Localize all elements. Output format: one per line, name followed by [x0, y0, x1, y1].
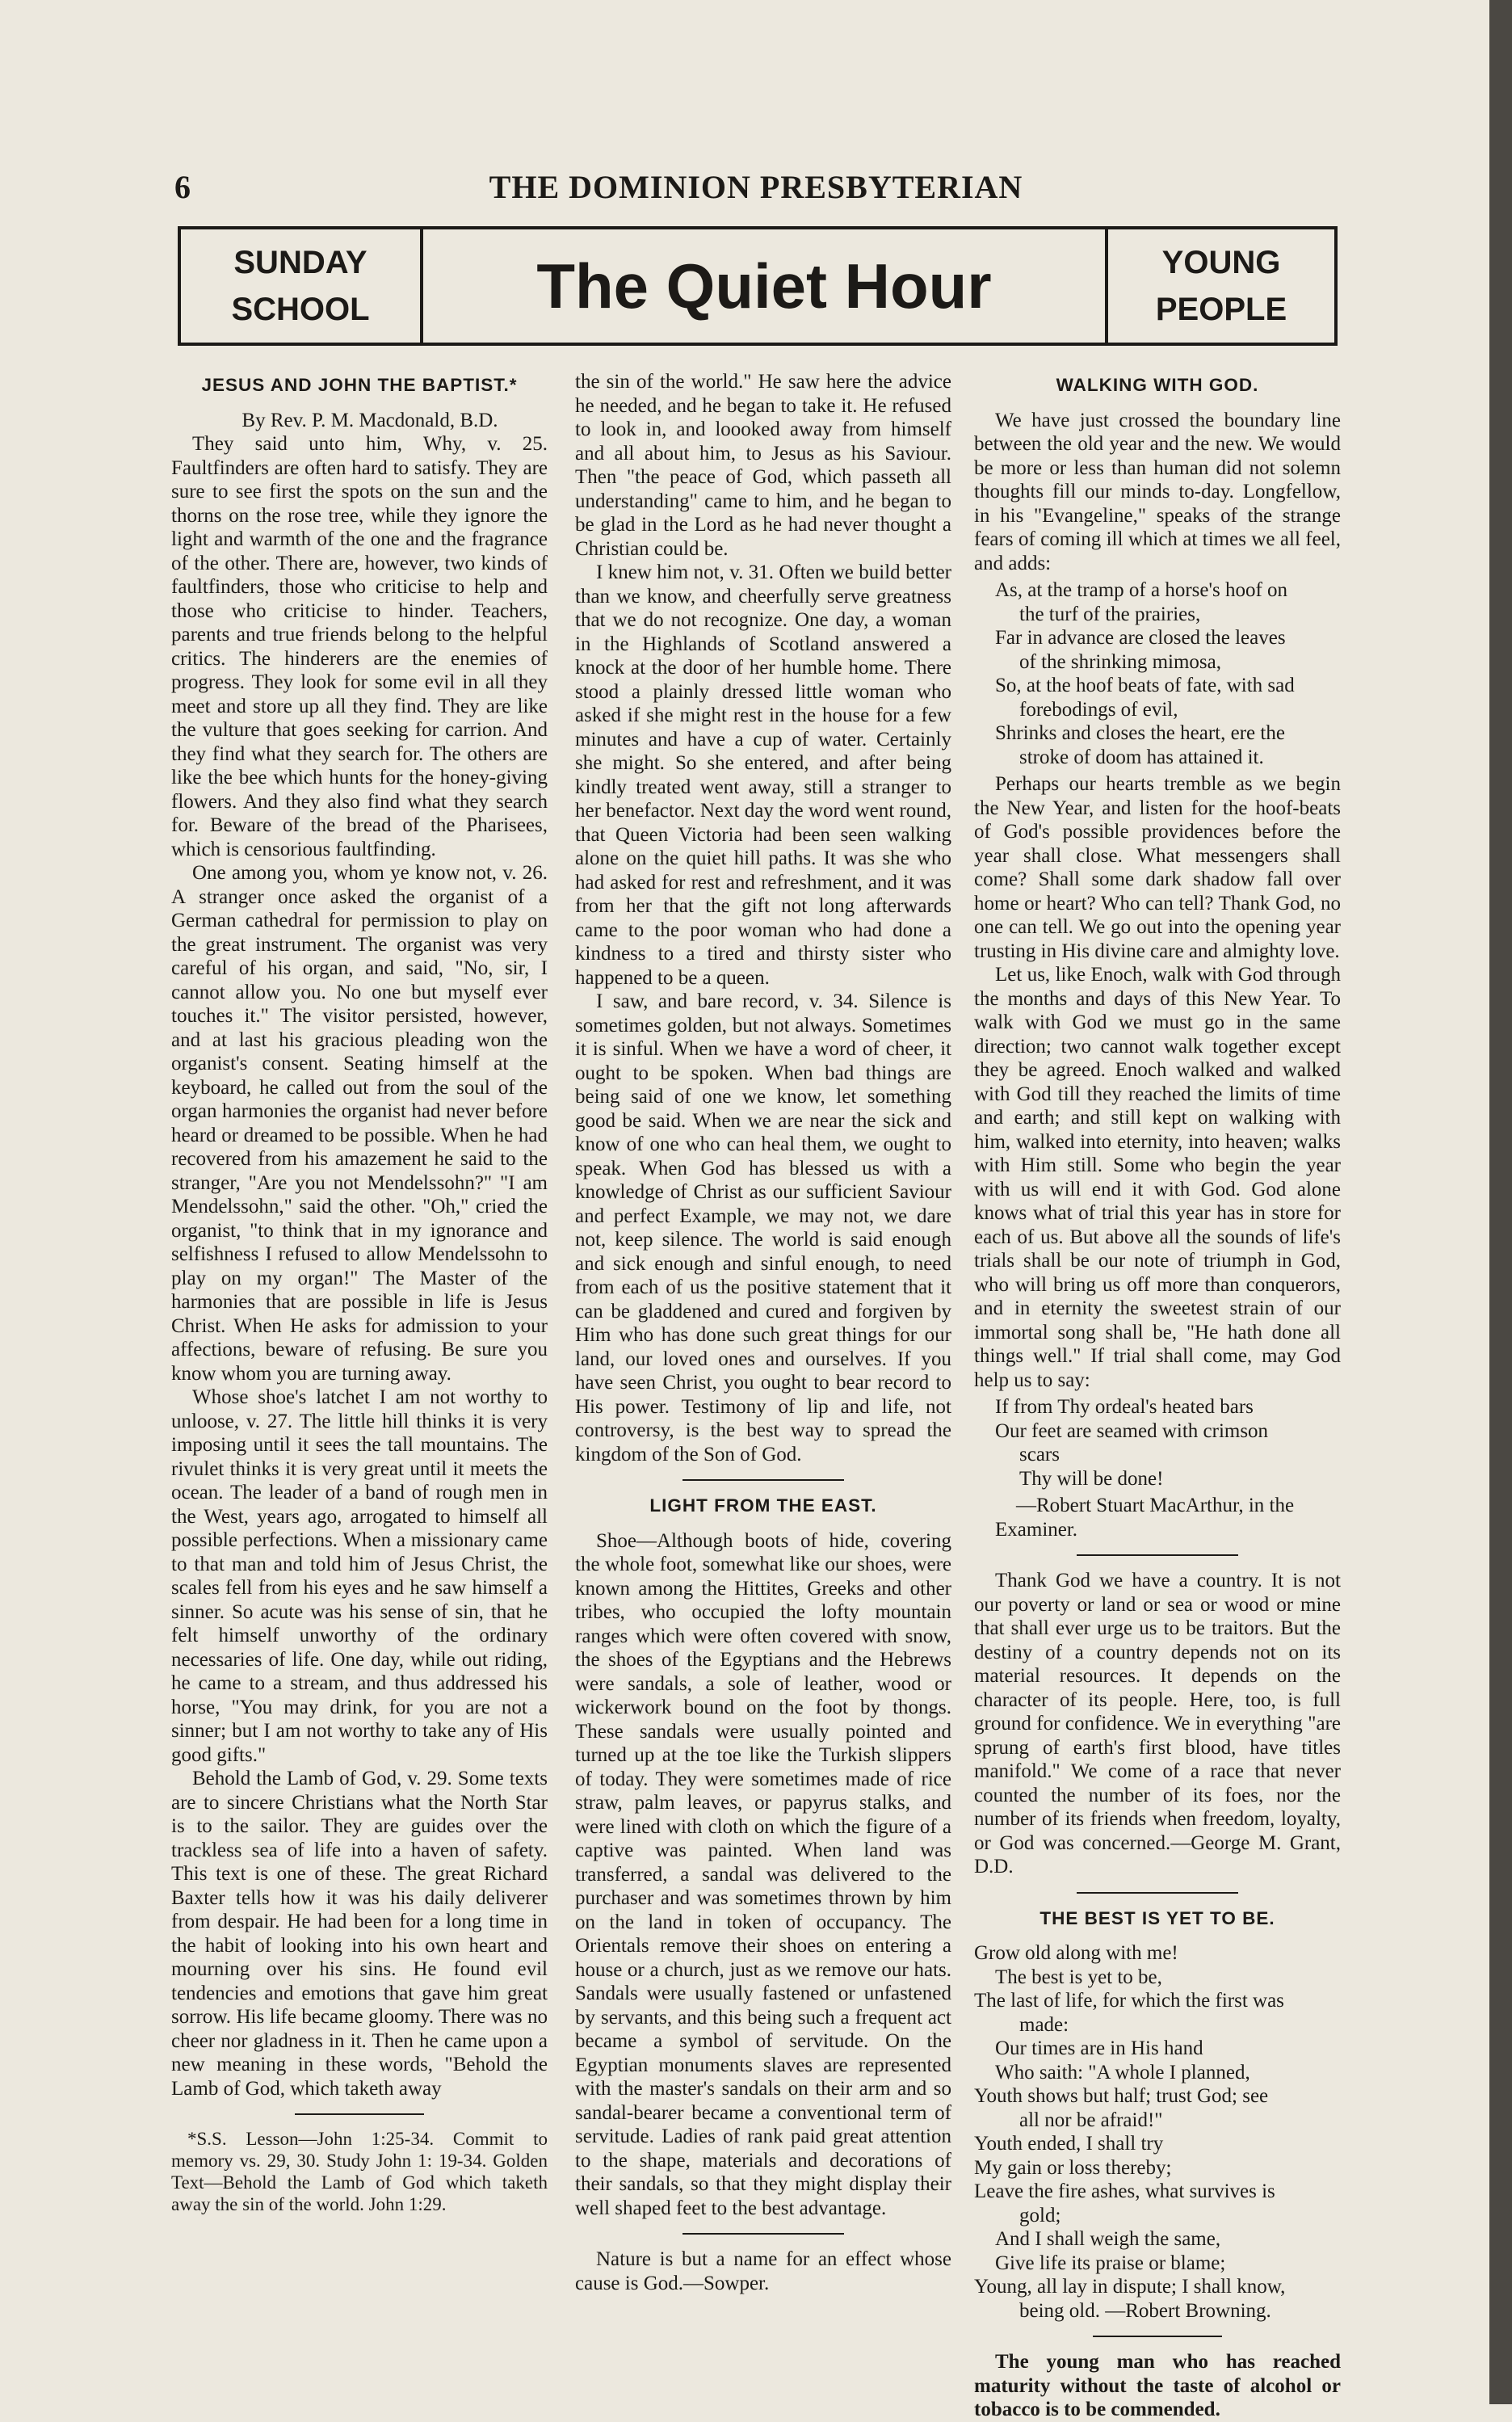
- verse-line: scars: [1019, 1444, 1060, 1465]
- verse-line: Our feet are seamed with crimson: [995, 1419, 1269, 1442]
- page-edge-shadow: [1489, 0, 1512, 2404]
- verse-line: The last of life, for which the first was: [974, 1990, 1284, 2012]
- divider-rule: [1077, 1554, 1238, 1556]
- verse-line: As, at the tramp of a horse's hoof on: [995, 579, 1288, 601]
- lesson-continuation: I saw, and bare record, v. 34. Silence is sometimes golden, but not always. Sometimes it is sinful. When we have a word of cheer, it ought to be spoken. When bad things are being said of one we know, let something good be said. When we are near the sick and know of one who can heal them, we ought to speak. When God has blessed us with a knowledge of Christ as our sufficient Saviour and perfect Example, we may not, we dare not, keep silence. The world is said enough and sick enough and sinful enough, to need from each of us the positive statement that it can be gladdened and cured and forgiven by Him who has done such great things for our land, our loved ones and ourselves. If you have seen Christ, you ought to bear record to His power. Testimony of lip and life, not controversy, is the best way to spread the kingdom of the Son of God.: [575, 990, 951, 1465]
- best-heading: THE BEST IS YET TO BE.: [1040, 1907, 1275, 1928]
- divider-rule: [295, 2113, 424, 2115]
- verse-line: Our times are in His hand: [995, 2037, 1203, 2059]
- verse-line: Youth shows but half; trust God; see: [974, 2085, 1269, 2107]
- lesson-paragraph: They said unto him, Why, v. 25. Faultfinders are often hard to satisfy. They are sure to see first the spots on the sun and the thorns on the rose tree, while they ignore the light and warmth of the one and the fragrance of the other. There are, however, two kinds of faultfinders, those who criticise to help and those who criticise to hinder. Teachers, parents and true friends belong to the helpful critics. The hinderers are the enemies of progress. They look for some evil in all they meet and store up all they find. They are like the vulture that goes seeking for carrion. And they find what they search for. The others are like the bee which hunts for the honey-giving flowers. And they also find what they search for. Beware of the bread of the Pharisees, which is censorious faultfinding.: [171, 433, 548, 860]
- country-paragraph: Thank God we have a country. It is not our poverty or land or sea or wood or mine that shall ever urge us to be traitors. But the destiny of a country depends not on its material resources. It depends on the character of its people. Here, too, is full ground for confidence. We in everything "are sprung of earth's first blood, have titles manifold." We come of a race that never counted the number of its foes, nor the number of its friends when freedom, loyalty, or God was concerned.—George M. Grant, D.D.: [974, 1570, 1341, 1877]
- walking-signature: —Robert Stuart MacArthur, in the Examiner.: [995, 1495, 1295, 1541]
- verse-line: Thy will be done!: [1019, 1467, 1164, 1490]
- lesson-heading: JESUS AND JOHN THE BAPTIST.*: [201, 375, 518, 395]
- column-right: [974, 370, 1341, 2420]
- lesson-footnote: [171, 2128, 548, 2215]
- verse-line: all nor be afraid!": [1019, 2109, 1163, 2131]
- verse-line: Far in advance are closed the leaves: [995, 627, 1286, 649]
- banner-title: The Quiet Hour: [536, 250, 992, 322]
- verse-line: Leave the fire ashes, what survives is: [974, 2180, 1275, 2202]
- lesson-continuation: I knew him not, v. 31. Often we build better than we know, and cheerfully serve greatness that we do not recognize. One day, a woman in the Highlands of Scotland answered a knock at the door of her humble home. There stood a plainly dressed little woman who asked if she might rest in the house for a few minutes and have a cup of water. Certainly she might. So she entered, and after being kindly treated went away, still a stranger to her benefactor. Next day the word went round, that Queen Victoria had been seen walking alone on the quiet hill paths. It was she who had asked for rest and refreshment, and it was from her that the gift not long afterwards came to the poor woman who had done a kindness to a tired and thirsty sister who happened to be a queen.: [575, 561, 951, 989]
- lesson-paragraph: One among you, whom ye know not, v. 26. A stranger once asked the organist of a German cathedral for permission to play on the great instrument. The organist was very careful of his organ, and said, "No, sir, I cannot allow you. No one but myself ever touches it." The visitor persisted, however, and at last his gracious pleading won the organist's consent. Seating himself at the keyboard, he called out from the soul of the organ harmonies the organist had never before heard or dreamed to be possible. When he had recovered from his amazement he said to the stranger, "Are you not Mendelssohn?" "I am Mendelssohn," said the other. "Oh," cried the organist, "to think that in my ignorance and selfishness I refused to allow Mendelssohn to play on my organ!" The Master of the harmonies that are possible in life is Jesus Christ. When He asks for admission to your affections, beware of refusing. Be sure you know whom you are turning away.: [171, 862, 548, 1385]
- walking-heading: WALKING WITH GOD.: [1056, 375, 1259, 395]
- banner-left-line1: SUNDAY: [233, 245, 368, 280]
- crimson-verse: [974, 1395, 1341, 1491]
- verse-line: My gain or loss thereby;: [974, 2156, 1172, 2179]
- column-left: [171, 370, 548, 2293]
- divider-rule: [1077, 1892, 1238, 1894]
- footnote-text: *S.S. Lesson—John 1:25-34. Commit to memory vs. 29, 30. Study John 1: 19-34. Golden Text—Behold the Lamb of God which taketh away the sin of the world. John 1:29.: [171, 2129, 548, 2214]
- running-head: [174, 168, 1338, 213]
- walking-paragraph: Perhaps our hearts tremble as we begin the New Year, and listen for the hoof-beats of God's possible providences before the year shall close. What messengers shall come? Shall some dark shadow fall over home or heart? Who can tell? Thank God, no one can tell. We go out into the opening year trusting in His divine care and almighty love.: [974, 773, 1341, 962]
- divider-rule: [1093, 2336, 1222, 2337]
- verse-line: stroke of doom has attained it.: [1019, 746, 1264, 768]
- longfellow-verse: [974, 578, 1341, 769]
- verse-line: Give life its praise or blame;: [995, 2252, 1226, 2274]
- divider-rule: [682, 2233, 844, 2235]
- verse-line: Youth ended, I shall try: [974, 2133, 1164, 2155]
- verse-line: Grow old along with me!: [974, 1942, 1178, 1964]
- banner-right-line2: PEOPLE: [1155, 292, 1287, 327]
- section-banner: [178, 226, 1338, 346]
- verse-line: forebodings of evil,: [1019, 698, 1178, 721]
- verse-line: So, at the hoof beats of fate, with sad: [995, 675, 1295, 696]
- lesson-continuation: the sin of the world." He saw here the advice he needed, and he began to take it. He refused to look in, and loooked away from himself and all about him, to Jesus as his Saviour. Then "the peace of God, which passeth all understanding" came to him, and he began to be glad in the Lord as he had never thought a Christian could be.: [575, 371, 951, 560]
- verse-line: of the shrinking mimosa,: [1019, 650, 1221, 673]
- verse-line: gold;: [1019, 2204, 1061, 2226]
- journal-title: THE DOMINION PRESBYTERIAN: [489, 169, 1023, 205]
- verse-line: If from Thy ordeal's heated bars: [995, 1396, 1254, 1418]
- walking-intro: We have just crossed the boundary line between the old year and the new. We would be more or less than human did not solemn thoughts fill our minds to-day. Longfellow, in his "Evangeline," speaks of the strange fears of coming ill which at times we all feel, and adds:: [974, 409, 1341, 574]
- verse-line: Young, all lay in dispute; I shall know,: [974, 2276, 1286, 2298]
- east-paragraph: Shoe—Although boots of hide, covering the whole foot, somewhat like our shoes, were known among the Hittites, Greeks and other tribes, who occupied the lofty mountain ranges which were often covered with snow, the shoes of the Egyptians and the Hebrews were sandals, a sole of leather, wood or wickerwork bound on the foot by thongs. These sandals were usually pointed and turned up at the toe like the Turkish slippers of today. They were sometimes made of rice straw, palm leaves, or papyrus stalks, and were lined with cloth on which the figure of a captive was painted. When land was transferred, a sandal was delivered to the purchaser and was sometimes thrown by him on the land in token of occupancy. The Orientals remove their shoes on entering a house or a church, just as we remove our hats. Sandals were usually fastened or unfastened by servants, and this being such a frequent act became a symbol of servitude. On the Egyptian monuments slaves are represented with the master's sandals on their arm and so sandal-bearer became a conventional term of servitude. Ladies of rank paid great attention to the shape, materials and decorations of their sandals, so that they might display their well shaped feet to the best advantage.: [575, 1529, 951, 2219]
- verse-line: the turf of the prairies,: [1019, 603, 1201, 625]
- divider-rule: [682, 1479, 844, 1481]
- nature-quote: Nature is but a name for an effect whose cause is God.—Sowper.: [575, 2248, 951, 2294]
- lesson-paragraph: Whose shoe's latchet I am not worthy to unloose, v. 27. The little hill thinks it is very imposing until it sees the tall mountains. The rivulet thinks it is very great until it meets the ocean. The leader of a band of rough men in the West, years ago, arrogated to himself all possible perfections. When a missionary came to that man and told him of Jesus Christ, the scales fell from his eyes and he saw himself a sinner. So acute was his sense of sin, that he felt himself unworthy of the ordinary necessaries of life. One day, while out riding, he came to a stream, and thus addressed his horse, "You may drink, for you are not a sinner; but I am not worthy to take any of His good gifts.": [171, 1386, 548, 1766]
- walking-paragraph: Let us, like Enoch, walk with God through the months and days of this New Year. To walk with God we must go in the same direction; two cannot walk together except they be agreed. Enoch walked and walked with God till they reached the limits of time and earth; and still kept on walking with him, walked into eternity, into heaven; walks with Him still. Some who begin the year with us will end it with God. God alone knows what of trial this year has in store for each of us. But above all the sounds of life's trials shall be our note of triumph in God, who will bring us off more than conquerors, and in eternity the sweetest strain of our immortal song shall be, "He hath done all things well." If trial shall come, may God help us to say:: [974, 964, 1341, 1391]
- banner-left-box: [181, 229, 423, 343]
- verse-line: Shrinks and closes the heart, ere the: [995, 722, 1285, 744]
- verse-line: Who saith: "A whole I planned,: [995, 2061, 1250, 2084]
- closing-paragraph: The young man who has reached maturity without the taste of alcohol or tobacco is to be commended.: [974, 2351, 1341, 2420]
- banner-right-box: [1105, 229, 1334, 343]
- browning-verse: [974, 1941, 1341, 2323]
- verse-line: made:: [1019, 2013, 1069, 2036]
- verse-line: being old. —Robert Browning.: [1019, 2299, 1271, 2322]
- banner-right-line1: YOUNG: [1161, 245, 1281, 280]
- verse-line: And I shall weigh the same,: [995, 2228, 1221, 2250]
- banner-left-line2: SCHOOL: [231, 292, 370, 327]
- lesson-byline: By Rev. P. M. Macdonald, B.D.: [242, 409, 498, 431]
- column-middle: [575, 370, 951, 2293]
- east-heading: LIGHT FROM THE EAST.: [649, 1495, 877, 1516]
- page-number: 6: [174, 169, 191, 205]
- lesson-paragraph: Behold the Lamb of God, v. 29. Some texts are to sincere Christians what the North Star is to the sailor. They are guides over the trackless sea of life into a haven of safety. This text is one of these. The great Richard Baxter tells how it was his daily deliverer from despair. He had been for a long time in the habit of looking into his own heart and mourning over his sins. He found evil tendencies and emotions that gave him great sorrow. His life became gloomy. There was no cheer nor gladness in it. Then he came upon a new meaning in these words, "Behold the Lamb of God, which taketh away: [171, 1768, 548, 2100]
- verse-line: The best is yet to be,: [995, 1966, 1162, 1988]
